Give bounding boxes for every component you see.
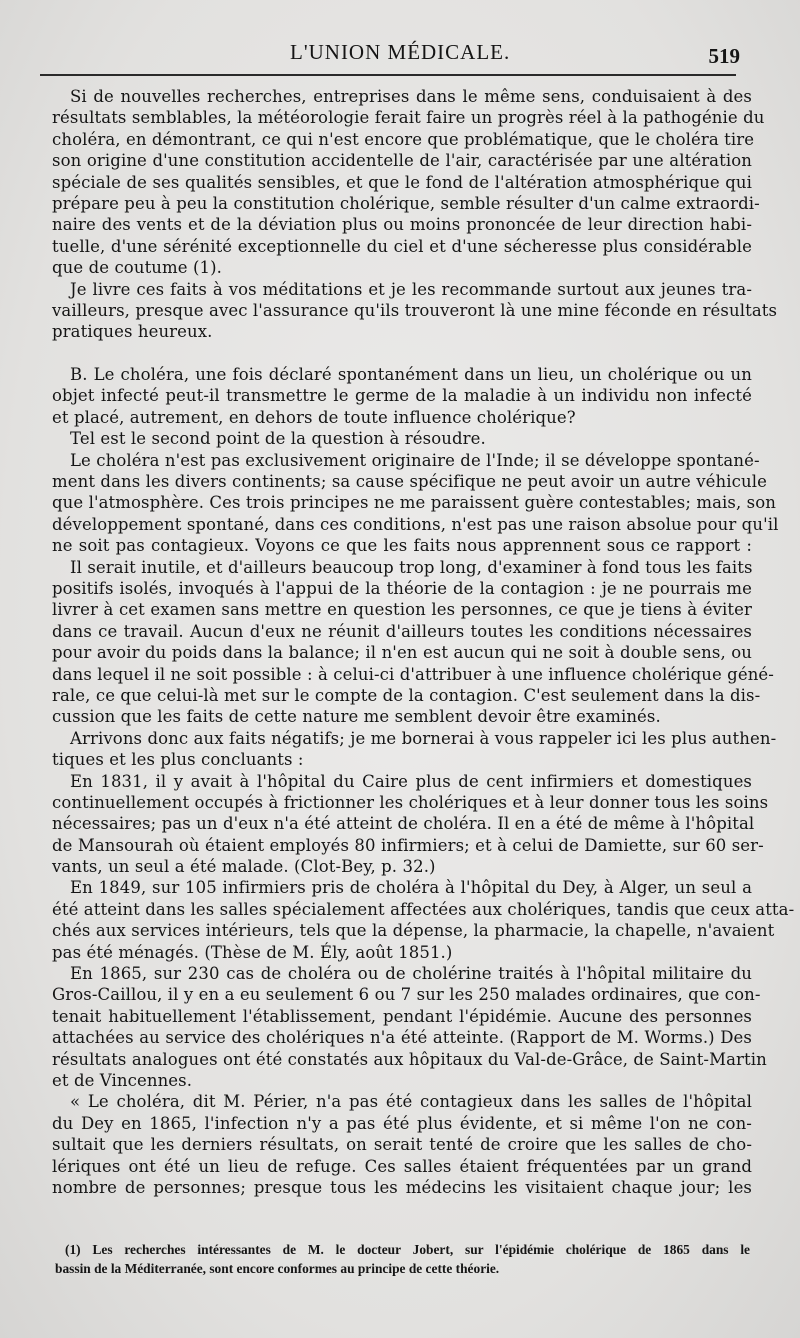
text-line: continuellement occupés à frictionner les cholériques et à leur donner tous les soins [52,792,769,812]
text-line: naire des vents et de la déviation plus ou moins prononcée de leur direction habi- [52,215,752,235]
text-line: que de coutume (1). [52,258,223,278]
section-b-heading-line: B. Le choléra, une fois déclaré spontanément dans un lieu, un cholérique ou un [70,365,752,385]
text-line: tenait habituellement l'établissement, pendant l'épidémie. Aucune des personnes [52,1006,752,1026]
text-line: pas été ménagés. (Thèse de M. Ély, août 1851.) [52,942,453,962]
text-line: ment dans les divers continents; sa cause spécifique ne peut avoir un autre véhicule [52,472,767,492]
text-line: spéciale de ses qualités sensibles, et que le fond de l'altération atmosphérique qui [52,172,752,192]
text-line: En 1831, il y avait à l'hôpital du Caire plus de cent infirmiers et domestiques [70,771,752,791]
text-line: Gros-Caillou, il y en a eu seulement 6 ou 7 sur les 250 malades ordinaires, que con- [52,985,761,1005]
text-line: pratiques heureux. [52,322,213,342]
text-line: ne soit pas contagieux. Voyons ce que les faits nous apprennent sous ce rapport : [52,536,752,556]
text-line: attachées au service des cholériques n'a été atteinte. (Rapport de M. Worms.) Des [52,1028,752,1048]
text-line: En 1865, sur 230 cas de choléra ou de cholérine traités à l'hôpital militaire du [70,964,752,984]
text-line: et placé, autrement, en dehors de toute influence cholérique? [52,407,576,427]
footnote [55,1240,750,1278]
text-line: chés aux services intérieurs, tels que la dépense, la pharmacie, la chapelle, n'avaient [52,921,775,941]
text-line: son origine d'une constitution accidentelle de l'air, caractérisée par une altération [52,151,752,171]
text-line: Arrivons donc aux faits négatifs; je me bornerai à vous rappeler ici les plus authen- [70,728,777,748]
text-line: développement spontané, dans ces conditions, n'est pas une raison absolue pour qu'il [52,514,779,534]
text-line: que l'atmosphère. Ces trois principes ne me paraissent guère contestables; mais, son [52,493,776,513]
text-line: nombre de personnes; presque tous les médecins les visitaient chaque jour; les [52,1177,752,1197]
text-line: Il serait inutile, et d'ailleurs beaucoup trop long, d'examiner à fond tous les faits [70,557,753,577]
text-line: prépare peu à peu la constitution cholérique, semble résulter d'un calme extraordi- [52,193,760,213]
running-title: L'UNION MÉDICALE. [290,40,511,64]
text-line: choléra, en démontrant, ce qui n'est encore que problématique, que le choléra tire [52,129,755,149]
text-line: livrer à cet examen sans mettre en question les personnes, ce que je tiens à éviter [52,600,752,620]
text-line: dans ce travail. Aucun d'eux ne réunit d'ailleurs toutes les conditions nécessaires [52,621,752,641]
text-line: Je livre ces faits à vos méditations et je les recommande surtout aux jeunes tra- [70,279,752,299]
text-line: résultats analogues ont été constatés aux hôpitaux du Val-de-Grâce, de Saint-Martin [52,1049,767,1069]
text-line: et de Vincennes. [52,1070,193,1090]
header-rule [40,74,736,76]
text-line: tiques et les plus concluants : [52,750,304,770]
text-line: tuelle, d'une sérénité exceptionnelle du ciel et d'une sécheresse plus considérable [52,236,752,256]
page-header [50,36,740,72]
text-line: Si de nouvelles recherches, entreprises dans le même sens, conduisaient à des [70,87,752,106]
text-line: rale, ce que celui-là met sur le compte de la contagion. C'est seulement dans la dis- [52,685,761,705]
text-line: nécessaires; pas un d'eux n'a été atteint de choléra. Il en a été de même à l'hôpital [52,814,755,834]
text-line: En 1849, sur 105 infirmiers pris de choléra à l'hôpital du Dey, à Alger, un seul a [70,878,752,898]
text-line: cussion que les faits de cette nature me semblent devoir être examinés. [52,707,661,727]
blank-line [52,343,752,364]
footnote-line: (1) Les recherches intéressantes de M. le docteur Jobert, sur l'épidémie cholérique de 1865 dans le [65,1242,750,1257]
text-line: pour avoir du poids dans la balance; il n'en est aucun qui ne soit à double sens, ou [52,643,752,663]
text-line: vants, un seul a été malade. (Clot-Bey, p. 32.) [52,857,436,877]
page-number: 519 [708,44,740,68]
text-line: lériques ont été un lieu de refuge. Ces salles étaient fréquentées par un grand [52,1156,752,1176]
footnote-line: bassin de la Méditerranée, sont encore conformes au principe de cette théorie. [55,1261,500,1276]
text-line: positifs isolés, invoqués à l'appui de la théorie de la contagion : je ne pourrais me [52,578,752,598]
body-text [52,86,795,1198]
text-line: du Dey en 1865, l'infection n'y a pas été plus évidente, et si même l'on ne con- [52,1113,752,1133]
text-line: dans lequel il ne soit possible : à celui-ci d'attribuer à une influence cholérique géné- [52,664,774,684]
text-line: été atteint dans les salles spécialement affectées aux cholériques, tandis que ceux atta- [52,899,795,919]
text-line: Tel est le second point de la question à résoudre. [70,429,486,449]
text-line: résultats semblables, la météorologie ferait faire un progrès réel à la pathogénie du [52,108,765,128]
text-line: objet infecté peut-il transmettre le germe de la maladie à un individu non infecté [52,386,752,406]
text-line: de Mansourah où étaient employés 80 infirmiers; et à celui de Damiette, sur 60 ser- [52,835,764,855]
text-line: « Le choléra, dit M. Périer, n'a pas été contagieux dans les salles de l'hôpital [70,1092,752,1112]
text-line: Le choléra n'est pas exclusivement originaire de l'Inde; il se développe spontané- [70,450,760,470]
text-line: vailleurs, presque avec l'assurance qu'ils trouveront là une mine féconde en résultats [52,300,778,320]
text-line: sultait que les derniers résultats, on serait tenté de croire que les salles de cho- [52,1135,752,1155]
